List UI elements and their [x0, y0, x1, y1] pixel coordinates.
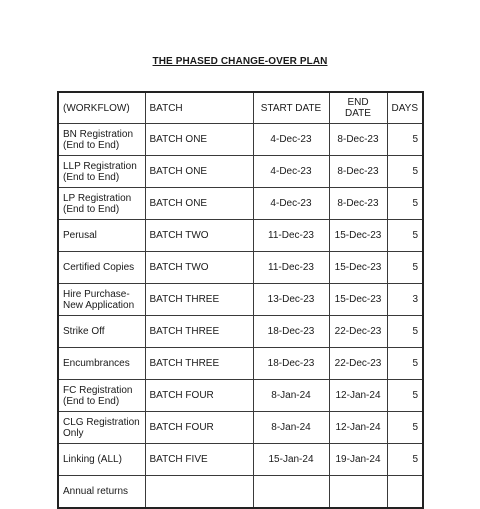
days-cell: 5 — [387, 412, 423, 444]
end-date-cell: 15-Dec-23 — [329, 252, 387, 284]
start-date-cell — [253, 476, 329, 509]
table-row — [58, 188, 423, 220]
end-date-cell: 8-Dec-23 — [329, 188, 387, 220]
workflow-cell: Perusal — [58, 220, 145, 252]
batch-cell — [145, 476, 253, 509]
batch-cell: BATCH FOUR — [145, 380, 253, 412]
start-date-cell: 4-Dec-23 — [253, 156, 329, 188]
end-date-cell: 15-Dec-23 — [329, 220, 387, 252]
workflow-cell: Encumbrances — [58, 348, 145, 380]
workflow-cell: Certified Copies — [58, 252, 145, 284]
table-row — [58, 284, 423, 316]
batch-cell: BATCH THREE — [145, 284, 253, 316]
end-date-cell: 22-Dec-23 — [329, 316, 387, 348]
days-cell: 5 — [387, 156, 423, 188]
batch-cell: BATCH THREE — [145, 316, 253, 348]
days-cell: 5 — [387, 220, 423, 252]
table-row — [58, 316, 423, 348]
start-date-cell: 4-Dec-23 — [253, 188, 329, 220]
start-date-cell: 8-Jan-24 — [253, 380, 329, 412]
table-header-row — [58, 92, 423, 124]
days-cell: 3 — [387, 284, 423, 316]
end-date-cell: 15-Dec-23 — [329, 284, 387, 316]
start-date-cell: 4-Dec-23 — [253, 124, 329, 156]
days-cell: 5 — [387, 316, 423, 348]
table-row — [58, 348, 423, 380]
start-date-cell: 15-Jan-24 — [253, 444, 329, 476]
workflow-cell: FC Registration (End to End) — [58, 380, 145, 412]
batch-cell: BATCH ONE — [145, 124, 253, 156]
batch-cell: BATCH TWO — [145, 252, 253, 284]
header-batch: BATCH — [145, 92, 253, 124]
workflow-cell: LP Registration (End to End) — [58, 188, 145, 220]
table-row — [58, 412, 423, 444]
table-row — [58, 380, 423, 412]
workflow-cell: Annual returns — [58, 476, 145, 509]
days-cell: 5 — [387, 188, 423, 220]
end-date-cell: 12-Jan-24 — [329, 412, 387, 444]
days-cell: 5 — [387, 444, 423, 476]
workflow-cell: LLP Registration (End to End) — [58, 156, 145, 188]
batch-cell: BATCH TWO — [145, 220, 253, 252]
end-date-cell: 12-Jan-24 — [329, 380, 387, 412]
end-date-cell: 8-Dec-23 — [329, 156, 387, 188]
table-row — [58, 124, 423, 156]
header-workflow: (WORKFLOW) — [58, 92, 145, 124]
header-days: DAYS — [387, 92, 423, 124]
days-cell — [387, 476, 423, 509]
workflow-cell: BN Registration (End to End) — [58, 124, 145, 156]
start-date-cell: 11-Dec-23 — [253, 252, 329, 284]
days-cell: 5 — [387, 124, 423, 156]
end-date-cell: 19-Jan-24 — [329, 444, 387, 476]
end-date-cell — [329, 476, 387, 509]
workflow-cell: Linking (ALL) — [58, 444, 145, 476]
header-start-date: START DATE — [253, 92, 329, 124]
workflow-cell: Strike Off — [58, 316, 145, 348]
days-cell: 5 — [387, 252, 423, 284]
changeover-plan-table — [57, 91, 424, 509]
end-date-cell: 22-Dec-23 — [329, 348, 387, 380]
workflow-cell: CLG Registration Only — [58, 412, 145, 444]
table-row — [58, 444, 423, 476]
table-row — [58, 156, 423, 188]
document-title: THE PHASED CHANGE-OVER PLAN — [152, 56, 328, 67]
batch-cell: BATCH ONE — [145, 188, 253, 220]
table-row — [58, 252, 423, 284]
end-date-cell: 8-Dec-23 — [329, 124, 387, 156]
batch-cell: BATCH FOUR — [145, 412, 253, 444]
days-cell: 5 — [387, 380, 423, 412]
start-date-cell: 8-Jan-24 — [253, 412, 329, 444]
start-date-cell: 18-Dec-23 — [253, 348, 329, 380]
days-cell: 5 — [387, 348, 423, 380]
start-date-cell: 11-Dec-23 — [253, 220, 329, 252]
table-row — [58, 476, 423, 509]
batch-cell: BATCH ONE — [145, 156, 253, 188]
start-date-cell: 18-Dec-23 — [253, 316, 329, 348]
start-date-cell: 13-Dec-23 — [253, 284, 329, 316]
workflow-cell: Hire Purchase- New Application — [58, 284, 145, 316]
batch-cell: BATCH THREE — [145, 348, 253, 380]
table-row — [58, 220, 423, 252]
header-end-date: END DATE — [329, 92, 387, 124]
batch-cell: BATCH FIVE — [145, 444, 253, 476]
